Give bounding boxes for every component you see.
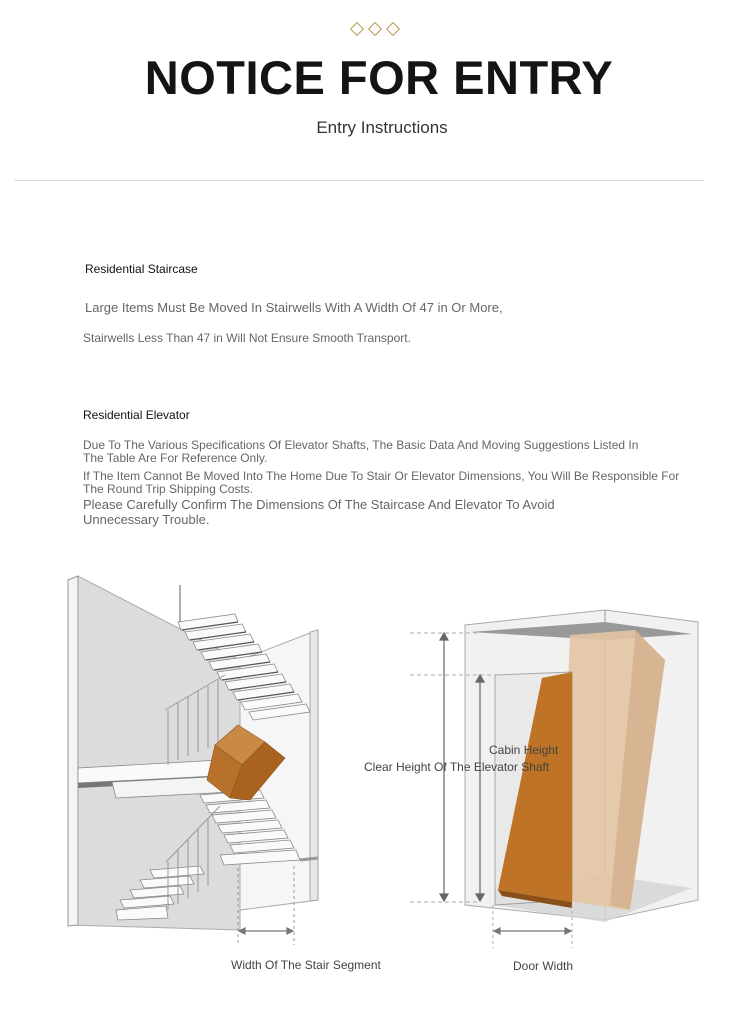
elevator-heading: Residential Elevator	[83, 408, 190, 422]
diamond-icon	[386, 22, 400, 36]
staircase-diagram	[60, 570, 340, 950]
door-width-arrow	[494, 928, 571, 934]
page-subtitle: Entry Instructions	[316, 118, 448, 137]
diamond-icon	[350, 22, 364, 36]
door-width-caption: Door Width	[513, 959, 574, 973]
staircase-text-line-2: Stairwells Less Than 47 in Will Not Ensure Smooth Transport.	[83, 331, 411, 345]
staircase-text-line-1: Large Items Must Be Moved In Stairwells With A Width Of 47 in Or More,	[85, 300, 503, 315]
elevator-para-2-line-1: If The Item Cannot Be Moved Into The Home Due To Stair Or Elevator Dimensions, You Will Be Responsible For	[83, 469, 680, 483]
elevator-para-1-line-2: The Table Are For Reference Only.	[83, 451, 268, 465]
stair-width-caption: Width Of The Stair Segment	[231, 958, 381, 972]
elevator-para-2-line-2: The Round Trip Shipping Costs.	[83, 482, 254, 496]
three-diamonds-icon	[0, 21, 750, 37]
elevator-para-3-line-2: Unnecessary Trouble.	[83, 512, 210, 527]
elevator-para-1-line-1: Due To The Various Specifications Of Elevator Shafts, The Basic Data And Moving Suggestions Listed In	[83, 438, 639, 452]
elevator-diagram	[410, 600, 710, 950]
stair-left-pillar	[68, 576, 78, 926]
elevator-para-3-line-1: Please Carefully Confirm The Dimensions Of The Staircase And Elevator To Avoid	[83, 497, 555, 512]
stair-width-arrow	[239, 928, 293, 934]
cabin-height-label: Cabin Height	[489, 743, 559, 757]
diamond-icon	[368, 22, 382, 36]
section-divider	[14, 180, 704, 181]
staircase-heading: Residential Staircase	[85, 262, 198, 276]
shaft-height-label: Clear Height Of The Elevator Shaft	[364, 760, 550, 774]
page-title: NOTICE FOR ENTRY	[144, 51, 614, 104]
